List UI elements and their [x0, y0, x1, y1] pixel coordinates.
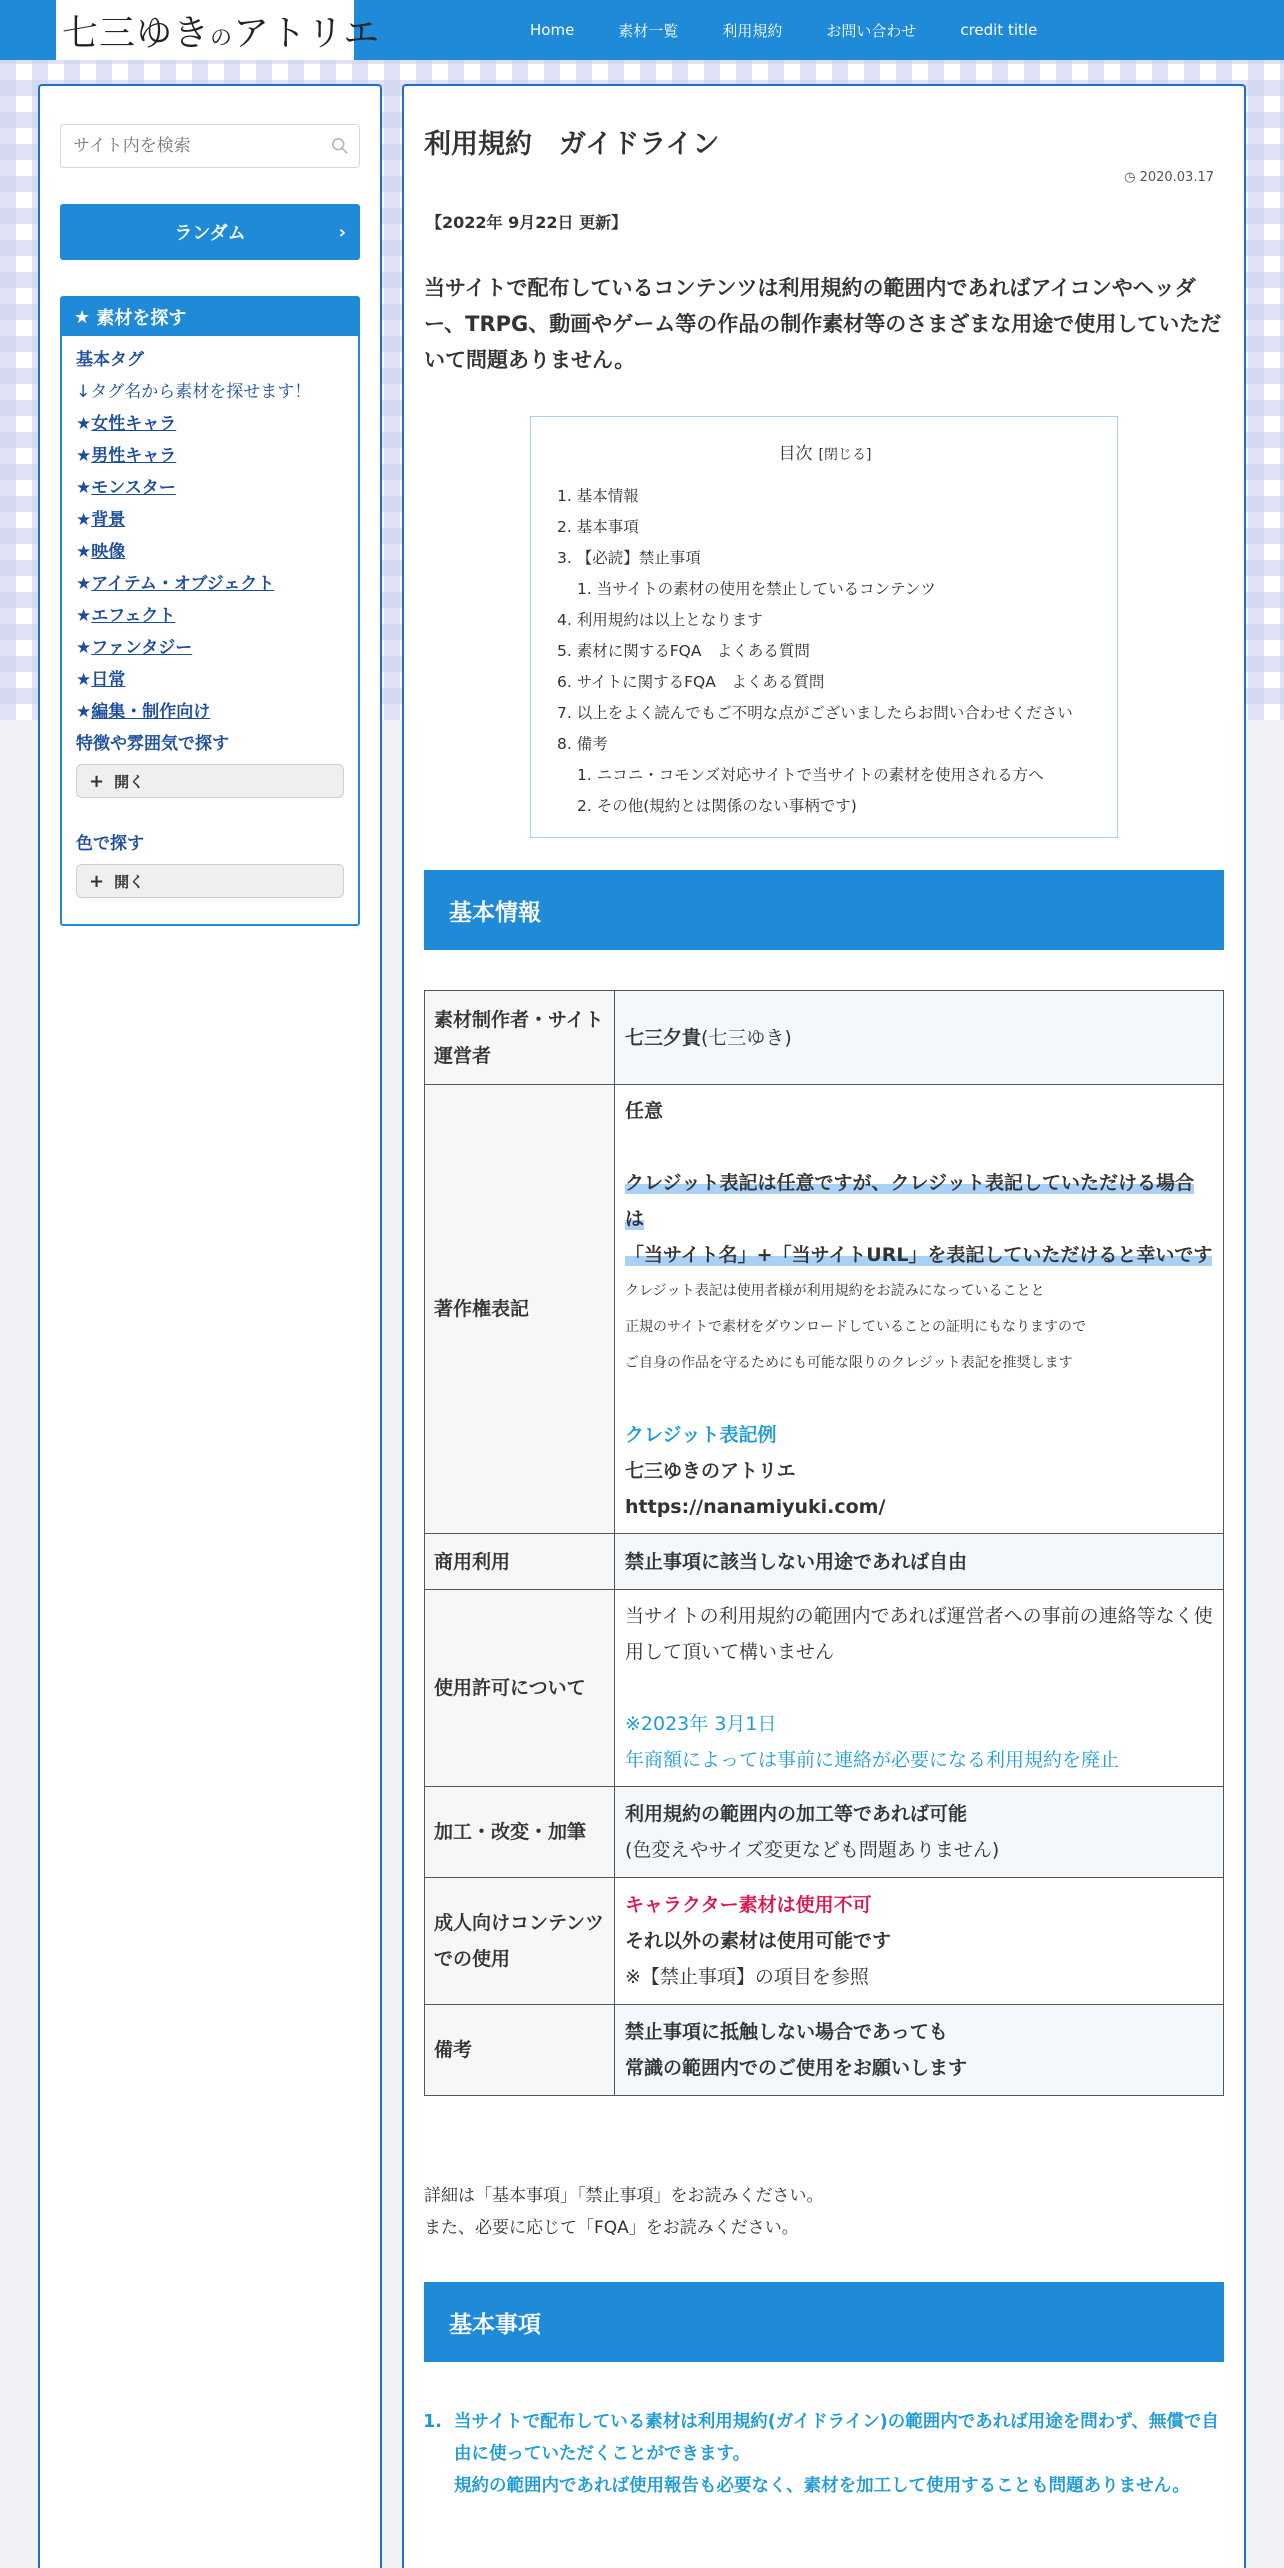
info-table	[424, 990, 1224, 2096]
toc-item[interactable]: 1. 基本情報	[557, 487, 639, 505]
row-key: 加工・改変・加筆	[425, 1787, 615, 1878]
toc-item[interactable]: 2. その他(規約とは関係のない事柄です)	[577, 797, 857, 815]
row-value: 利用規約の範囲内の加工等であれば可能 (色変えやサイズ変更なども問題ありません)	[615, 1787, 1224, 1878]
nav-terms[interactable]: 利用規約	[722, 21, 783, 40]
material-search-widget	[60, 296, 360, 926]
tag-link[interactable]: ★男性キャラ	[76, 446, 177, 466]
row-key: 備考	[425, 2005, 615, 2096]
clock-icon: ◷	[1124, 170, 1140, 185]
color-heading: 色で探す	[76, 834, 144, 854]
post-date: ◷ 2020.03.17	[1124, 170, 1214, 185]
page-title: 利用規約 ガイドライン	[424, 129, 720, 160]
tag-link[interactable]: ★エフェクト	[76, 606, 176, 626]
update-note: 【2022年 9月22日 更新】	[426, 213, 628, 232]
toc-toggle[interactable]: [閉じる]	[818, 447, 872, 463]
row-key: 商用利用	[425, 1534, 615, 1590]
tag-link[interactable]: ★映像	[76, 542, 126, 562]
row-value: 禁止事項に抵触しない場合であっても 常識の範囲内でのご使用をお願いします	[615, 2005, 1224, 2096]
table-row	[425, 1590, 1224, 1787]
tag-hint: ↓タグ名から素材を探せます！	[76, 382, 312, 402]
chevron-right-icon: ›	[338, 222, 346, 243]
search-box	[60, 124, 360, 168]
plus-icon: +	[89, 870, 105, 892]
table-row	[425, 1534, 1224, 1590]
plus-icon: +	[89, 770, 105, 792]
site-header	[0, 0, 1284, 60]
table-row	[425, 2005, 1224, 2096]
random-button[interactable]: ランダム ›	[60, 204, 360, 260]
tag-link[interactable]: ★日常	[76, 670, 126, 690]
row-value: 任意 クレジット表記は任意ですが、クレジット表記していただける場合は 「当サイト名」+「当サイトURL」を表記していただけると幸いです クレジット表記は使用者様が利用規約をお読みになっていることと 正規のサイトで素材をダウンロードしていることの証明にもなりますので ご自身の作品を守るためにも可能な限りのクレジット表記を推奨します クレジット表記例 七三ゆきのアトリエ https://nanamiyuki.com/	[615, 1085, 1224, 1534]
tag-link[interactable]: ★女性キャラ	[76, 414, 177, 434]
tag-link[interactable]: ★アイテム・オブジェクト	[76, 574, 275, 594]
table-row	[425, 1878, 1224, 2005]
row-key: 成人向けコンテンツでの使用	[425, 1878, 615, 2005]
section-heading-basic-info: 基本情報	[424, 870, 1224, 950]
toc-item[interactable]: 8. 備考	[557, 735, 608, 753]
toc-item[interactable]: 2. 基本事項	[557, 518, 639, 536]
table-row	[425, 991, 1224, 1085]
toc-item[interactable]: 3. 【必読】禁止事項	[557, 549, 701, 567]
nav-contact[interactable]: お問い合わせ	[826, 21, 917, 40]
toc-item[interactable]: 1. ニコニ・コモンズ対応サイトで当サイトの素材を使用される方へ	[577, 766, 1044, 784]
site-logo[interactable]: 七三ゆきのアトリエ	[56, 0, 354, 60]
list-item: 1. 当サイトで配布している素材は利用規約(ガイドライン)の範囲内であれば用途を問わず、無償で自由に使っていただくことができます。 規約の範囲内であれば使用報告も必要なく、素材を加工して使用することも問題ありません。	[448, 2406, 1228, 2502]
tag-link[interactable]: ★ファンタジー	[76, 638, 193, 658]
row-value: 七三夕貴(七三ゆき)	[615, 991, 1224, 1085]
nav-home[interactable]: Home	[530, 21, 575, 39]
global-nav	[530, 0, 1081, 60]
nav-materials[interactable]: 素材一覧	[618, 21, 679, 40]
toc-item[interactable]: 6. サイトに関するFQA よくある質問	[557, 673, 825, 691]
sidebar	[38, 84, 382, 2568]
table-row	[425, 1085, 1224, 1534]
row-value: 禁止事項に該当しない用途であれば自由	[615, 1534, 1224, 1590]
table-of-contents	[530, 416, 1118, 838]
row-key: 著作権表記	[425, 1085, 615, 1534]
main-article	[402, 84, 1246, 2568]
rules-list	[448, 2406, 1228, 2502]
search-icon[interactable]	[331, 137, 349, 155]
color-open-button[interactable]: + 開く	[76, 864, 344, 898]
tag-link[interactable]: ★モンスター	[76, 478, 176, 498]
row-key: 素材制作者・サイト運営者	[425, 991, 615, 1085]
widget-title: ★ 素材を探す	[62, 298, 358, 336]
section-heading-basics: 基本事項	[424, 2282, 1224, 2362]
nav-credit-title[interactable]: credit title	[960, 21, 1038, 39]
search-input[interactable]	[61, 125, 311, 167]
toc-title: 目次 [閉じる]	[778, 444, 872, 464]
row-value: キャラクター素材は使用不可 それ以外の素材は使用可能です ※【禁止事項】の項目を参照	[615, 1878, 1224, 2005]
toc-item[interactable]: 1. 当サイトの素材の使用を禁止しているコンテンツ	[577, 580, 936, 598]
basic-tag-heading: 基本タグ	[76, 350, 144, 370]
tag-link[interactable]: ★編集・制作向け	[76, 702, 211, 722]
feature-heading: 特徴や雰囲気で探す	[76, 734, 229, 754]
feature-open-button[interactable]: + 開く	[76, 764, 344, 798]
row-value: 当サイトの利用規約の範囲内であれば運営者への事前の連絡等なく使用して頂いて構いません ※2023年 3月1日 年商額によっては事前に連絡が必要になる利用規約を廃止	[615, 1590, 1224, 1787]
star-icon: ★	[74, 306, 97, 328]
credit-example-label: クレジット表記例	[625, 1424, 777, 1446]
toc-item[interactable]: 7. 以上をよく読んでもご不明な点がございましたらお問い合わせください	[557, 704, 1073, 722]
row-key: 使用許可について	[425, 1590, 615, 1787]
toc-item[interactable]: 5. 素材に関するFQA よくある質問	[557, 642, 810, 660]
toc-item[interactable]: 4. 利用規約は以上となります	[557, 611, 763, 629]
table-row	[425, 1787, 1224, 1878]
details-note: 詳細は「基本事項」「禁止事項」をお読みください。 また、必要に応じて「FQA」をお読みください。	[424, 2186, 824, 2238]
lead-text: 当サイトで配布しているコンテンツは利用規約の範囲内であればアイコンやヘッダー、TRPG、動画やゲーム等の作品の制作素材等のさまざまな用途で使用していただいて問題ありません。	[424, 276, 1222, 372]
tag-link[interactable]: ★背景	[76, 510, 126, 530]
